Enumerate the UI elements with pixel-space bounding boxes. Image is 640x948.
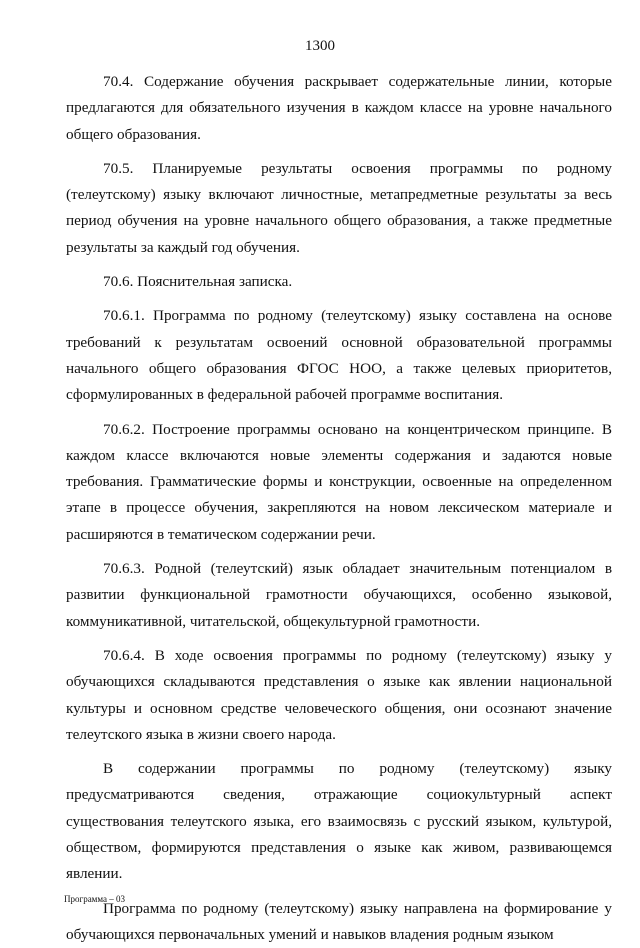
paragraph-70-6: 70.6. Пояснительная записка.	[103, 273, 293, 291]
paragraph-70-4: 70.4. Содержание обучения раскрывает содержательные линии, которые предлагаются для обязательного изучения в каждом классе на уровне начального общего образования.	[66, 73, 612, 143]
paragraph-content: В содержании программы по родному (телеутскому) языку предусматриваются сведения, отражающие социокультурный аспект существования телеутского языка, его взаимосвязь с русский языком, культурой, обществом, формируются представления о языке как живом, развивающемся явлении.	[66, 760, 612, 883]
document-body	[66, 69, 612, 948]
paragraph-70-6-1: 70.6.1. Программа по родному (телеутскому) языку составлена на основе требований к результатам освоений основной образовательной программы начального общего образования ФГОС НОО, а также целевых приоритетов, сформулированных в федеральной рабочей программе воспитания.	[66, 307, 612, 404]
footer-label: Программа – 03	[64, 894, 126, 904]
paragraph-program-goal: Программа по родному (телеутскому) языку направлена на формирование у обучающихся первоначальных умений и навыков владения родным языком	[66, 899, 612, 943]
paragraph-70-6-2: 70.6.2. Построение программы основано на концентрическом принципе. В каждом классе включаются новые элементы содержания и задаются новые требования. Грамматические формы и конструкции, освоенные на определенном этапе в процессе обучения, закрепляются на новом лексическом материале и расширяются в тематическом содержании речи.	[66, 420, 612, 543]
page-number: 1300	[305, 38, 335, 54]
paragraph-70-6-4: 70.6.4. В ходе освоения программы по родному (телеутскому) языку у обучающихся складываются представления о языке как явлении национальной культуры и основном средстве человеческого общения, они осознают значение телеутского языка в жизни своего народа.	[66, 646, 612, 743]
paragraph-70-6-3: 70.6.3. Родной (телеутский) язык обладает значительным потенциалом в развитии функциональной грамотности обучающихся, особенно языковой, коммуникативной, читательской, общекультурной грамотности.	[66, 560, 612, 630]
paragraph-70-5: 70.5. Планируемые результаты освоения программы по родному (телеутскому) языку включают личностные, метапредметные результаты за весь период обучения на уровне начального общего образования, а также предметные результаты за каждый год обучения.	[66, 159, 612, 256]
